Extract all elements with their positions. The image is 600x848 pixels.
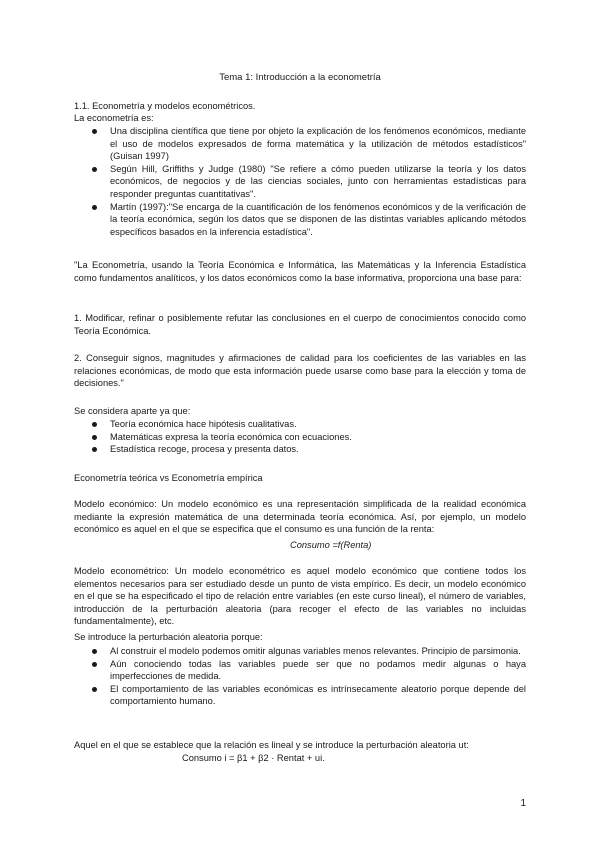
bullet-icon	[92, 435, 97, 440]
list-item: Al construir el modelo podemos omitir algunas variables menos relevantes. Principio de parsimonia.	[74, 645, 526, 658]
list-item: Según Hill, Griffiths y Judge (1980) "Se refiere a cómo pueden utilizarse la teoría y los datos económicos, de negocios y de las ciencias sociales, junto con herramientas estadísticas para responder preguntas cuantitativas".	[74, 163, 526, 201]
page-number: 1	[520, 798, 526, 809]
bullet-icon	[92, 422, 97, 427]
perturbacion-intro: Se introduce la perturbación aleatoria porque:	[74, 632, 263, 642]
formula-lineal: Consumo i = β1 + β2 · Rentat + ui.	[182, 753, 325, 763]
definitions-list	[74, 125, 526, 238]
list-item: Martín (1997):"Se encarga de la cuantificación de los fenómenos económicos y de la verificación de la teoría económica, según los datos que se disponen de las distintas variables aplicando métodos específicos basados en la inferencia estadística".	[74, 201, 526, 239]
perturbacion-list	[74, 645, 526, 708]
final-paragraph: Aquel en el que se establece que la relación es lineal y se introduce la perturbación aleatoria ut:	[74, 740, 469, 750]
bullet-icon	[92, 662, 97, 667]
point-2-paragraph: 2. Conseguir signos, magnitudes y afirmaciones de calidad para los coeficientes de las variables en las relaciones económicas, de modo que esta información puede usarse como base para la elección y toma de decisiones."	[74, 353, 526, 389]
point-1-paragraph: 1. Modificar, refinar o posiblemente refutar las conclusiones en el cuerpo de conocimientos conocido como Teoría Económica.	[74, 313, 526, 336]
formula-consumo-renta: Consumo =f(Renta)	[290, 540, 372, 550]
bullet-icon	[92, 205, 97, 210]
section-heading-1-1: 1.1. Econometría y modelos econométricos.	[74, 101, 256, 111]
apart-intro: Se considera aparte ya que:	[74, 406, 191, 416]
section-intro: La econometría es:	[74, 113, 154, 123]
bullet-icon	[92, 129, 97, 134]
list-item: Una disciplina científica que tiene por objeto la explicación de los fenómenos económicos, mediante el uso de modelos expresados de forma matemática y la utilización de métodos estadísticos" (Guisan 1997)	[74, 125, 526, 163]
modelo-econometrico-paragraph: Modelo econométrico: Un modelo econométrico es aquel modelo económico que contiene todos los elementos necesarios para ser estudiado desde un punto de vista empírico. Es decir, un modelo económico en el que se ha especificado el tipo de relación entre variables (en este curso lineal), el número de variables, introducción de la perturbación aleatoria (para recoger el efecto de las variables no incluidas fundamentalmente), etc.	[74, 566, 526, 627]
bullet-icon	[92, 447, 97, 452]
bullet-icon	[92, 167, 97, 172]
list-item: Teoría económica hace hipótesis cualitativas.	[74, 418, 526, 431]
bullet-icon	[92, 649, 97, 654]
list-item: Matemáticas expresa la teoría económica con ecuaciones.	[74, 431, 526, 444]
list-item: Aún conociendo todas las variables puede ser que no podamos medir algunas o haya imperfecciones de medida.	[74, 658, 526, 683]
modelo-economico-paragraph: Modelo económico: Un modelo económico es una representación simplificada de la realidad económica mediante la expresión matemática de una determinada teoría económica. Así, por ejemplo, un modelo económico es aquel en el que se especifica que el consumo es una función de la renta:	[74, 499, 526, 535]
apart-list	[74, 418, 526, 456]
document-title: Tema 1: Introducción a la econometría	[219, 72, 381, 83]
list-item: El comportamiento de las variables económicas es intrínsecamente aleatorio porque depende del comportamiento humano.	[74, 683, 526, 708]
subheading: Econometría teórica vs Econometría empírica	[74, 473, 263, 483]
list-item: Estadística recoge, procesa y presenta datos.	[74, 443, 526, 456]
bullet-icon	[92, 687, 97, 692]
quote-paragraph: "La Econometría, usando la Teoría Económica e Informática, las Matemáticas y la Inferencia Estadística como fundamentos analíticos, y los datos económicos como la base informativa, proporciona una base para:	[74, 260, 526, 283]
